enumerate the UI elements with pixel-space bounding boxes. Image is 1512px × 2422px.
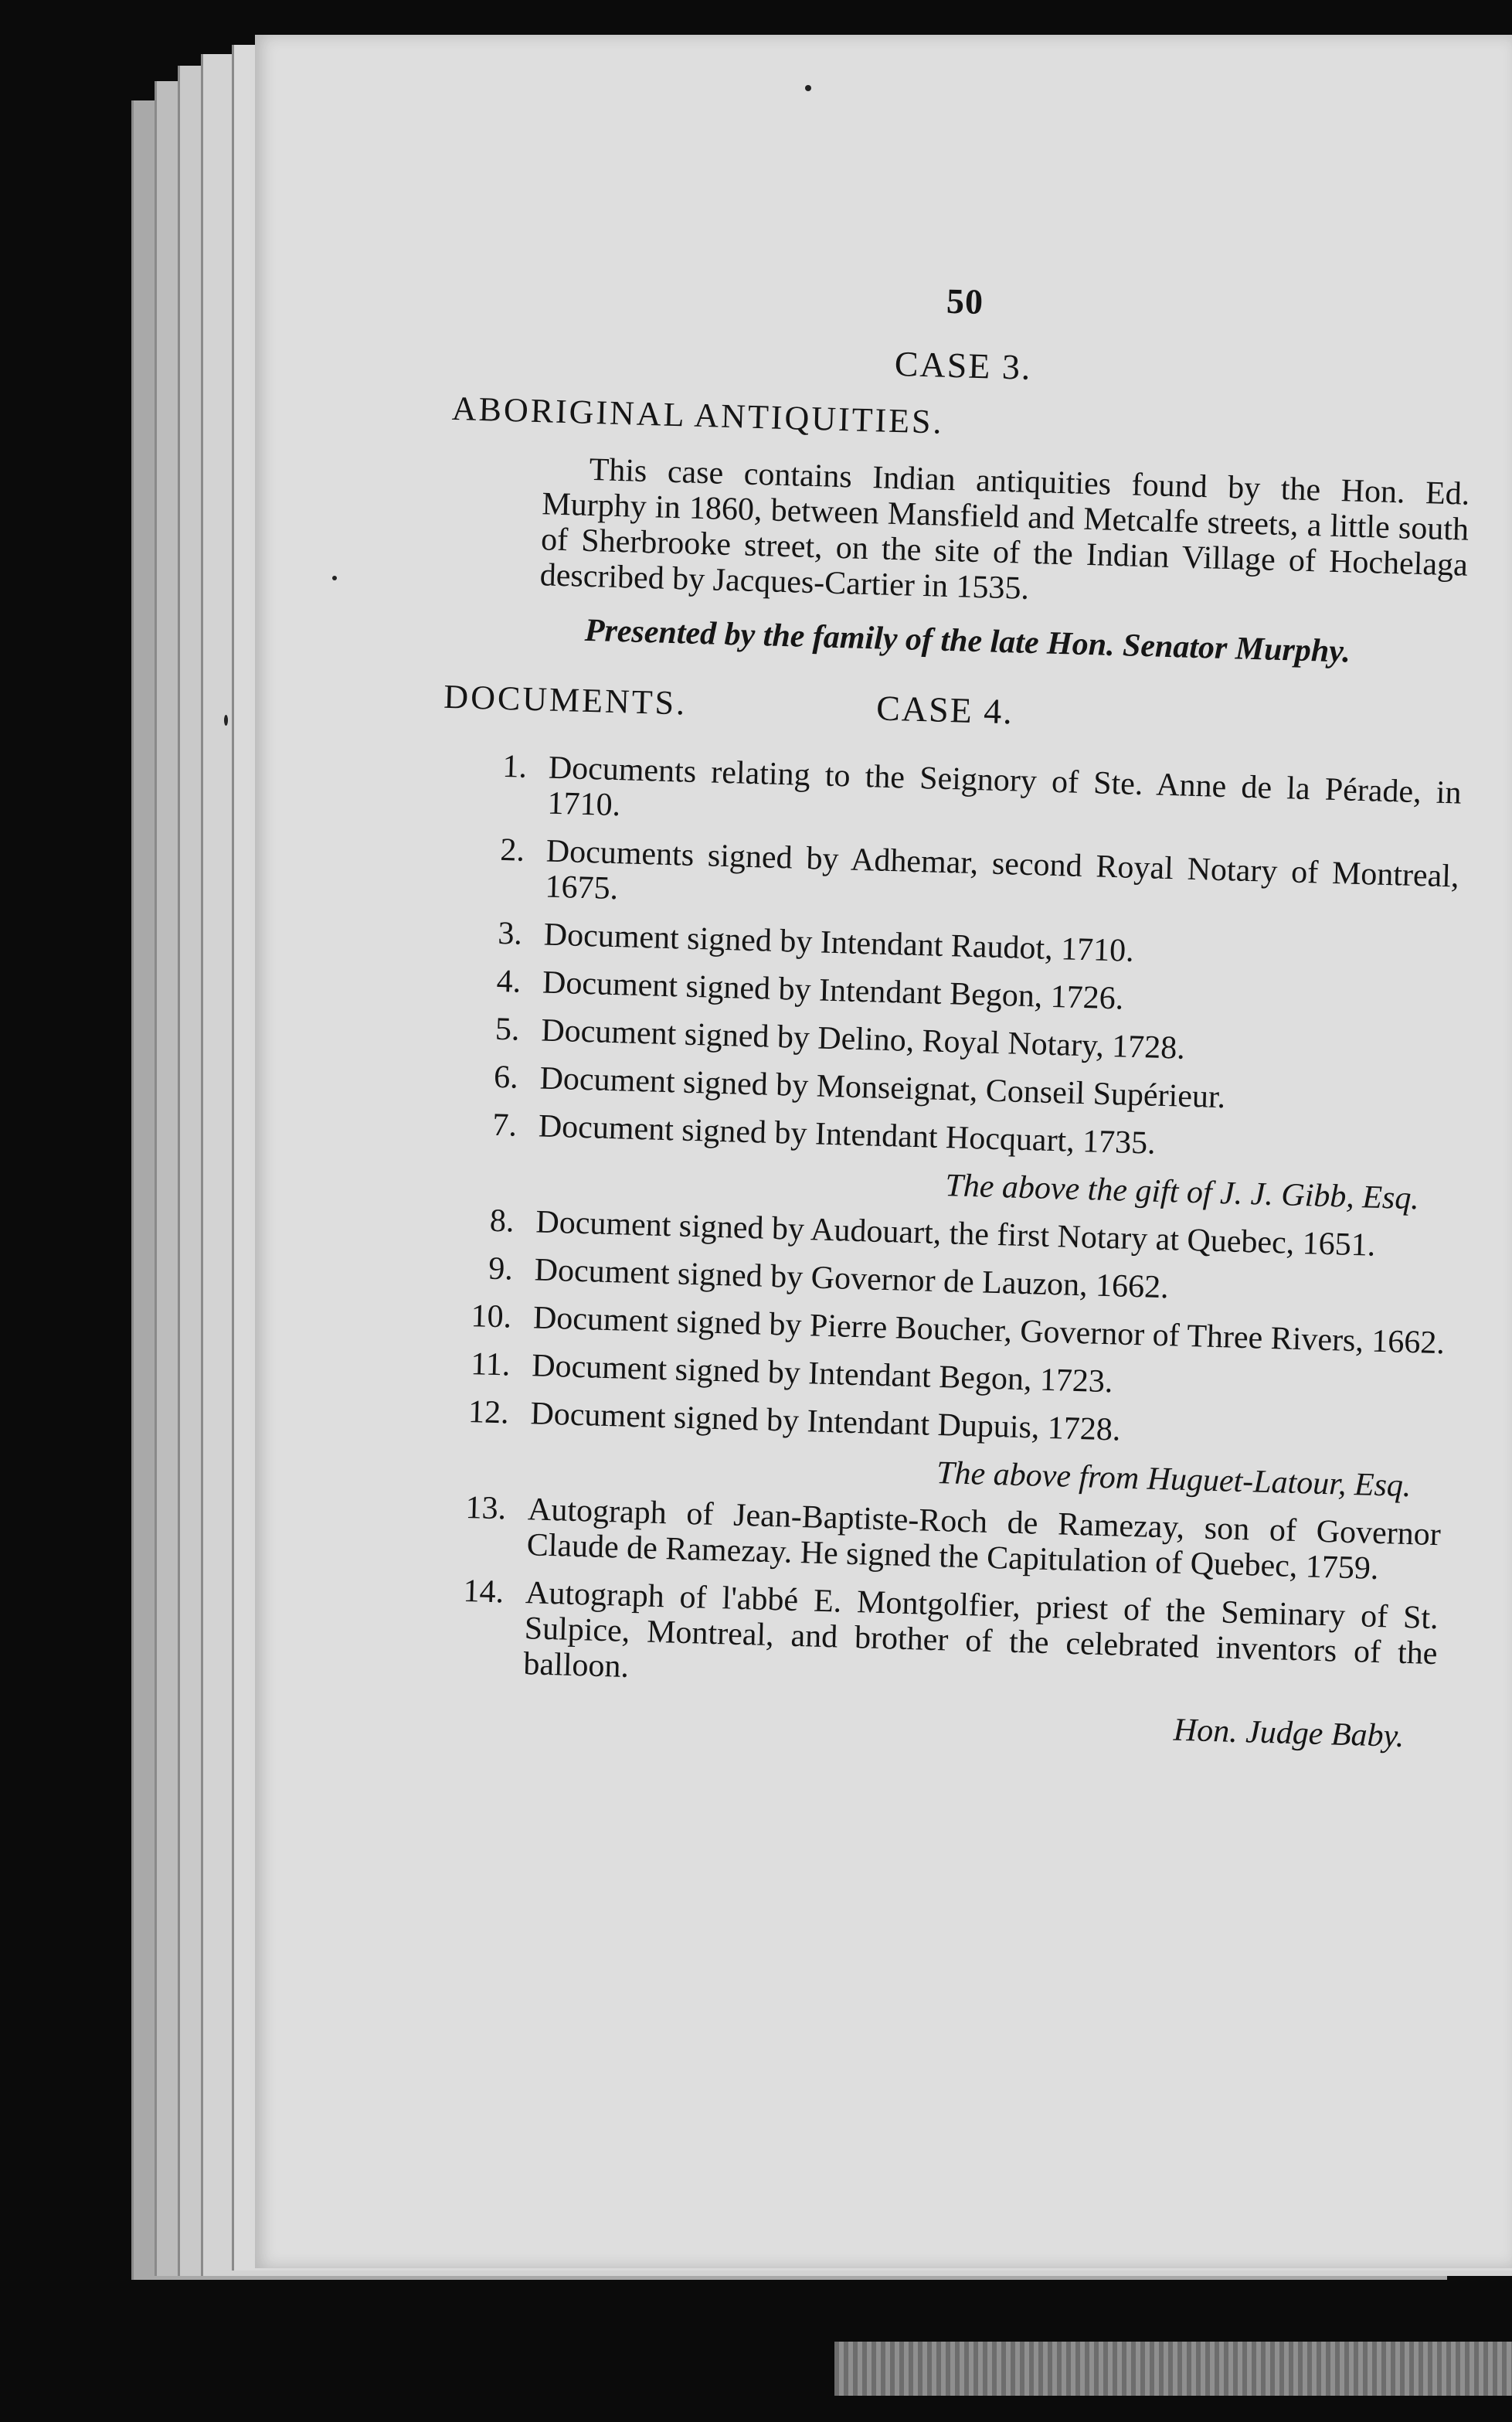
case-3-description: This case contains Indian antiquities found by the Hon. Ed. Murphy in 1860, between Mansfield and Metcalfe streets, a little south of Sherbrooke street, on the site of the Indian Village of Hochelaga described by Jacques-Cartier in 1535. bbox=[539, 451, 1470, 607]
item-number: 1. bbox=[501, 748, 528, 785]
item-number: 13. bbox=[465, 1489, 507, 1527]
book-page bbox=[255, 35, 1512, 2268]
item-text: Document signed by Intendant Begon, 1726. bbox=[542, 964, 1124, 1017]
item-text: Autograph of l'abbé E. Montgolfier, priest of the Seminary of St. Sulpice, Montreal, and brother of the celebrated inventors of the balloon. bbox=[522, 1575, 1439, 1685]
scan-speck bbox=[332, 576, 337, 580]
list-item bbox=[438, 831, 1459, 930]
item-number: 4. bbox=[496, 963, 522, 1000]
item-number: 8. bbox=[489, 1202, 515, 1240]
item-number: 11. bbox=[470, 1346, 511, 1383]
item-text: Document signed by Intendant Begon, 1723. bbox=[531, 1348, 1114, 1400]
item-text: Document signed by Delino, Royal Notary, 1728. bbox=[540, 1012, 1186, 1066]
item-text: Document signed by Intendant Dupuis, 1728. bbox=[529, 1396, 1122, 1448]
item-text: Document signed by Intendant Hocquart, 1735. bbox=[538, 1108, 1157, 1162]
scan-edge-strip bbox=[834, 2342, 1512, 2396]
item-number: 3. bbox=[497, 915, 523, 952]
item-text: Document signed by Pierre Boucher, Governor of Three Rivers, 1662. bbox=[532, 1300, 1446, 1362]
donor-credit: Hon. Judge Baby. bbox=[1173, 1712, 1405, 1755]
document-list bbox=[415, 747, 1462, 1755]
page-number: 50 bbox=[946, 281, 984, 322]
case-4-heading: CASE 4. bbox=[875, 688, 1014, 732]
item-text: Document signed by Intendant Raudot, 1710. bbox=[543, 917, 1135, 969]
item-text: Documents relating to the Seignory of Ste. Anne de la Pérade, in 1710. bbox=[547, 750, 1463, 824]
item-number: 2. bbox=[499, 832, 525, 869]
donor-credit: The above from Huguet-Latour, Esq. bbox=[936, 1454, 1412, 1505]
item-text: Autograph of Jean-Baptiste-Roch de Ramezay, son of Governor Claude de Ramezay. He signed the Capitulation of Quebec, 1759. bbox=[526, 1492, 1442, 1587]
item-text: Document signed by Governor de Lauzon, 1662. bbox=[534, 1252, 1170, 1306]
scan-speck bbox=[805, 85, 811, 91]
case-4-title: DOCUMENTS. bbox=[443, 677, 688, 723]
item-number: 14. bbox=[463, 1573, 505, 1611]
case-4-header bbox=[443, 675, 1464, 745]
case-3-title: ABORIGINAL ANTIQUITIES. bbox=[451, 389, 945, 441]
item-text: Document signed by Audouart, the first Notary at Quebec, 1651. bbox=[535, 1204, 1376, 1264]
item-text: Document signed by Monseignat, Conseil Supérieur. bbox=[539, 1060, 1226, 1116]
scan-speck bbox=[224, 715, 228, 726]
donor-credit: The above the gift of J. J. Gibb, Esq. bbox=[944, 1168, 1420, 1217]
case-3-heading: CASE 3. bbox=[894, 343, 1033, 387]
item-number: 12. bbox=[467, 1394, 510, 1431]
item-number: 7. bbox=[491, 1107, 518, 1144]
item-number: 6. bbox=[493, 1059, 519, 1096]
item-text: Documents signed by Adhemar, second Royal Notary of Montreal, 1675. bbox=[544, 833, 1460, 907]
case-3-credit: Presented by the family of the late Hon. Senator Murphy. bbox=[584, 612, 1351, 670]
item-number: 9. bbox=[488, 1250, 514, 1288]
list-item bbox=[416, 1572, 1439, 1707]
list-item bbox=[440, 747, 1462, 847]
list-item bbox=[420, 1488, 1441, 1588]
item-number: 5. bbox=[494, 1011, 521, 1048]
page-content bbox=[415, 267, 1476, 1767]
item-number: 10. bbox=[470, 1298, 512, 1335]
